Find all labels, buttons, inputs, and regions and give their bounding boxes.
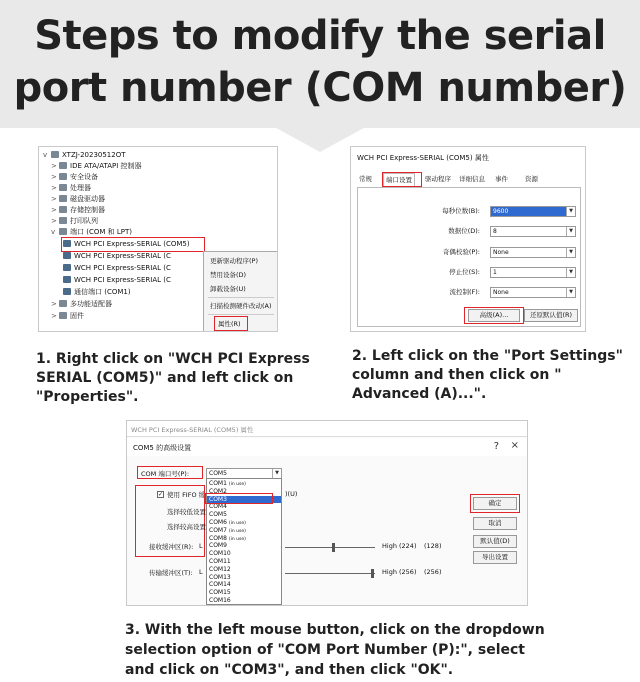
- fifo-label-tail: )(U): [285, 490, 298, 498]
- com-option-com9[interactable]: COM9: [209, 542, 227, 550]
- disk-controller-icon: [59, 162, 67, 169]
- printer-icon: [59, 217, 67, 224]
- port-icon: [63, 276, 71, 283]
- com-option-com14[interactable]: COM14: [209, 581, 231, 589]
- transmit-buffer-slider[interactable]: [285, 573, 375, 574]
- com-option-com7[interactable]: COM7 (in use): [209, 526, 246, 534]
- tab-events[interactable]: 事件: [495, 175, 508, 183]
- context-menu: [203, 251, 278, 332]
- menu-uninstall-device[interactable]: 卸载设备(U): [210, 285, 246, 293]
- device-manager-screenshot: [38, 146, 278, 332]
- defaults-button[interactable]: 默认值(D): [473, 535, 517, 548]
- title-line-2: port number (COM number): [13, 65, 627, 111]
- transmit-buffer-low: L: [199, 568, 203, 576]
- com-option-com16[interactable]: COM16: [209, 597, 231, 604]
- stop-bits-label: 停止位(S):: [449, 268, 480, 276]
- port-settings-panel: [357, 187, 581, 327]
- help-icon[interactable]: ?: [493, 441, 499, 452]
- com-option-com10[interactable]: COM10: [209, 550, 231, 558]
- port-settings-highlight-box: [382, 172, 422, 187]
- tree-item[interactable]: > 磁盘驱动器: [51, 195, 105, 203]
- tab-port-settings[interactable]: 端口设置: [383, 173, 415, 186]
- receive-buffer-low: L: [199, 542, 203, 550]
- cancel-button[interactable]: 取消: [473, 517, 517, 530]
- restore-defaults-button[interactable]: 还原默认值(R): [524, 309, 578, 322]
- tree-item[interactable]: > 存储控制器: [51, 206, 105, 214]
- step2-caption: 2. Left click on the "Port Settings" column and then click on " Advanced (A)...".: [352, 348, 623, 402]
- step1-caption: 1. Right click on "WCH PCI Express SERIAL (COM5)" and left click on "Properties".: [36, 351, 310, 405]
- adapter-icon: [59, 300, 67, 307]
- parity-label: 奇偶校验(P):: [442, 248, 480, 256]
- fifo-label: 使用 FIFO 缓: [167, 491, 206, 499]
- com-option-com11[interactable]: COM11: [209, 558, 231, 565]
- port-item-com5[interactable]: WCH PCI Express-SERIAL (COM5): [63, 239, 190, 250]
- com-option-com13[interactable]: COM13: [209, 573, 231, 581]
- com-option-com3[interactable]: COM3: [207, 496, 281, 504]
- tree-item-ports[interactable]: v 端口 (COM 和 LPT): [51, 228, 132, 236]
- com-option-com8[interactable]: COM8 (in use): [209, 534, 246, 542]
- receive-buffer-slider[interactable]: [285, 547, 375, 548]
- chevron-down-icon: ▼: [272, 469, 281, 478]
- parity-select[interactable]: None ▼: [490, 247, 576, 258]
- menu-separator: [208, 297, 274, 298]
- com-port-label-highlight-box: [137, 466, 203, 479]
- flow-control-select[interactable]: None ▼: [490, 287, 576, 298]
- port-item[interactable]: WCH PCI Express-SERIAL (C: [63, 251, 171, 262]
- com-port-label: COM 端口号(P):: [141, 470, 190, 478]
- step3-caption: 3. With the left mouse button, click on the dropdown selection option of "COM Port Number (P):", select and click on "COM3", and then click "OK".: [125, 622, 545, 678]
- dialog-title: WCH PCI Express-SERIAL (COM5) 属性: [357, 154, 489, 162]
- data-bits-label: 数据位(D):: [448, 227, 480, 235]
- processor-icon: [59, 184, 67, 191]
- tab-driver[interactable]: 驱动程序: [425, 175, 451, 183]
- port-icon: [63, 288, 71, 295]
- tab-general[interactable]: 常规: [359, 175, 372, 183]
- com-option-com2[interactable]: COM2: [209, 487, 227, 495]
- tree-item[interactable]: > 多功能适配器: [51, 300, 112, 308]
- page-title: [10, 10, 630, 114]
- properties-highlight-box: [214, 316, 248, 331]
- receive-buffer-high: High (224): [382, 542, 417, 550]
- com-option-com15[interactable]: COM15: [209, 589, 231, 597]
- chevron-down-icon: ▼: [566, 268, 575, 277]
- com-port-select[interactable]: COM5 ▼: [206, 468, 282, 479]
- tree-item[interactable]: > 固件: [51, 312, 84, 320]
- tree-root[interactable]: v XTZJ-20230512OT: [43, 151, 126, 159]
- tab-resources[interactable]: 资源: [525, 175, 538, 183]
- com-option-com6[interactable]: COM6 (in use): [209, 519, 246, 526]
- data-bits-select[interactable]: 8 ▼: [490, 226, 576, 237]
- com-option-com4[interactable]: COM4: [209, 503, 227, 511]
- receive-buffer-value: (128): [424, 542, 442, 550]
- port-item-com1[interactable]: 通信端口 (COM1): [63, 287, 131, 298]
- port-item[interactable]: WCH PCI Express-SERIAL (C: [63, 263, 171, 274]
- firmware-icon: [59, 312, 67, 319]
- transmit-buffer-high: High (256): [382, 568, 417, 576]
- dialog-title: COM5 的高级设置: [133, 444, 192, 452]
- ok-button[interactable]: 确定: [473, 497, 517, 510]
- com5-highlight-box: [61, 237, 205, 252]
- port-icon: [59, 228, 67, 235]
- tree-item[interactable]: > 安全设备: [51, 173, 98, 181]
- ok-highlight-box: [470, 494, 520, 513]
- baud-rate-select[interactable]: 9600 ▼: [490, 206, 576, 217]
- tab-details[interactable]: 详细信息: [459, 175, 485, 183]
- receive-buffer-label: 接收缓冲区(R):: [149, 543, 194, 551]
- com-option-com5[interactable]: COM5: [209, 511, 227, 519]
- security-device-icon: [59, 173, 67, 180]
- tree-item[interactable]: > IDE ATA/ATAPI 控制器: [51, 162, 142, 170]
- export-settings-button[interactable]: 导出设置: [473, 551, 517, 564]
- com-option-com1[interactable]: COM1 (in use): [209, 480, 246, 487]
- baud-rate-label: 每秒位数(B):: [442, 207, 480, 215]
- advanced-highlight-box: [464, 307, 524, 324]
- port-icon: [63, 252, 71, 259]
- transmit-buffer-value: (256): [424, 568, 442, 576]
- dialog-titlebar: [127, 438, 527, 456]
- tree-item[interactable]: > 处理器: [51, 184, 91, 192]
- menu-separator: [208, 314, 274, 315]
- background-window-titlebar: WCH PCI Express-SERIAL (COM5) 属性: [127, 421, 527, 437]
- properties-dialog-screenshot: [350, 146, 586, 332]
- chevron-down-icon: ▼: [566, 227, 575, 236]
- chevron-down-icon: ▼: [566, 288, 575, 297]
- menu-properties[interactable]: 属性(R): [218, 320, 241, 328]
- com3-highlight-box: [205, 493, 273, 504]
- advanced-button[interactable]: 高级(A)...: [468, 309, 520, 322]
- com-option-com12[interactable]: COM12: [209, 565, 231, 573]
- transmit-buffer-thumb[interactable]: [371, 569, 374, 578]
- port-item[interactable]: WCH PCI Express-SERIAL (C: [63, 275, 171, 286]
- low-setting-label: 选择较低设置: [167, 508, 206, 516]
- tree-item[interactable]: > 打印队列: [51, 217, 98, 225]
- receive-buffer-thumb[interactable]: [332, 543, 335, 552]
- flow-control-label: 流控制(F):: [449, 288, 480, 296]
- transmit-buffer-label: 传输缓冲区(T):: [149, 569, 193, 577]
- port-icon: [63, 264, 71, 271]
- title-line-1: Steps to modify the serial: [34, 13, 606, 59]
- storage-controller-icon: [59, 206, 67, 213]
- stop-bits-select[interactable]: 1 ▼: [490, 267, 576, 278]
- menu-scan-hardware[interactable]: 扫描检测硬件改动(A): [210, 302, 272, 310]
- chevron-down-icon: ▼: [566, 248, 575, 257]
- close-icon[interactable]: ×: [510, 440, 519, 451]
- computer-icon: [51, 151, 59, 158]
- fifo-checkbox[interactable]: ✓: [158, 491, 164, 498]
- com-advanced-dialog-screenshot: [126, 420, 528, 606]
- menu-disable-device[interactable]: 禁用设备(D): [210, 271, 247, 279]
- disk-drive-icon: [59, 195, 67, 202]
- high-setting-label: 选择较高设置: [167, 523, 206, 531]
- chevron-down-icon: ▼: [566, 207, 575, 216]
- menu-update-driver[interactable]: 更新驱动程序(P): [210, 257, 258, 265]
